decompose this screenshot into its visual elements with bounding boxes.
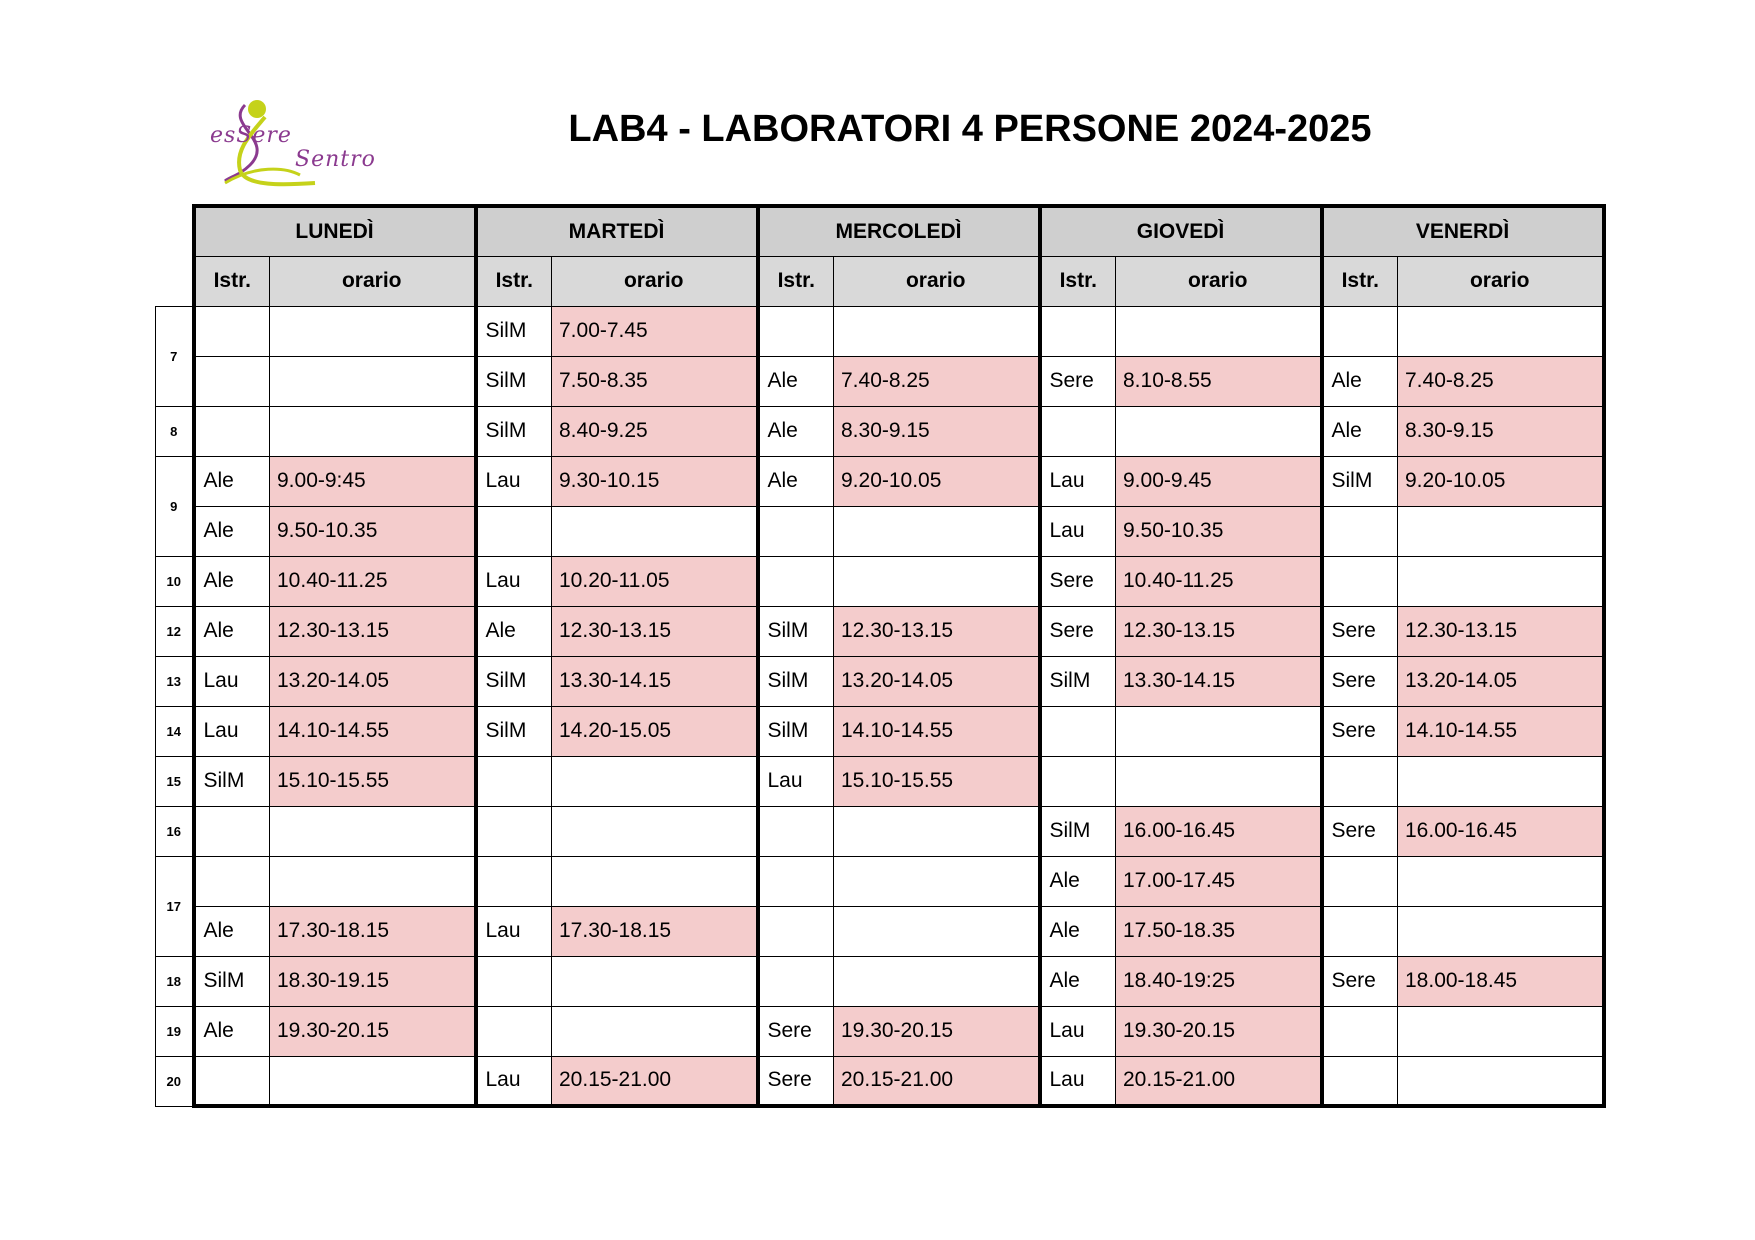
instructor-cell [1322,556,1398,606]
instructor-cell: Lau [1040,1056,1116,1106]
instructor-cell [1040,706,1116,756]
logo-text-top: esSere [210,123,292,148]
table-row [156,606,1604,656]
instructor-cell: Ale [758,356,834,406]
time-slot-cell: 8.40-9.25 [552,406,758,456]
time-slot-cell: 8.30-9.15 [834,406,1040,456]
instructor-cell: Ale [1040,856,1116,906]
time-slot-cell: 9.30-10.15 [552,456,758,506]
time-slot-cell: 18.00-18.45 [1398,956,1604,1006]
instructor-cell [758,306,834,356]
hour-label: 15 [156,756,194,806]
instructor-cell: Sere [1040,556,1116,606]
instructor-cell: Lau [194,656,270,706]
instructor-cell [1322,506,1398,556]
hour-label: 14 [156,706,194,756]
orario-header: orario [552,256,758,306]
time-slot-cell [270,406,476,456]
table-row [156,406,1604,456]
time-slot-cell: 13.20-14.05 [834,656,1040,706]
instructor-cell [1040,756,1116,806]
time-slot-cell: 20.15-21.00 [834,1056,1040,1106]
instructor-cell: SilM [476,656,552,706]
table-row [156,1056,1604,1106]
time-slot-cell: 17.50-18.35 [1116,906,1322,956]
time-slot-cell: 9.50-10.35 [1116,506,1322,556]
instructor-cell [194,856,270,906]
time-slot-cell [270,306,476,356]
time-slot-cell [270,1056,476,1106]
time-slot-cell [1398,506,1604,556]
instructor-cell: SilM [758,656,834,706]
time-slot-cell [1116,706,1322,756]
time-slot-cell: 12.30-13.15 [1116,606,1322,656]
hour-label: 17 [156,856,194,956]
table-row [156,806,1604,856]
instructor-cell: Sere [1040,606,1116,656]
instructor-cell: Ale [1040,956,1116,1006]
instructor-cell: Ale [1322,356,1398,406]
instructor-cell [194,406,270,456]
instructor-cell [194,356,270,406]
time-slot-cell: 12.30-13.15 [270,606,476,656]
istr-header: Istr. [476,256,552,306]
time-slot-cell [552,756,758,806]
instructor-cell: SilM [194,956,270,1006]
instructor-cell: Ale [194,606,270,656]
logo-text-bottom: Sentro [295,147,376,172]
time-slot-cell: 10.40-11.25 [270,556,476,606]
hour-label: 13 [156,656,194,706]
table-row [156,956,1604,1006]
instructor-cell: SilM [758,706,834,756]
instructor-cell [476,756,552,806]
instructor-cell [758,956,834,1006]
instructor-cell [1322,906,1398,956]
instructor-cell: Sere [1322,806,1398,856]
instructor-cell [476,506,552,556]
time-slot-cell [1116,306,1322,356]
time-slot-cell: 19.30-20.15 [834,1006,1040,1056]
hour-label: 7 [156,306,194,406]
instructor-cell [758,806,834,856]
instructor-cell [758,506,834,556]
table-row [156,506,1604,556]
instructor-cell: Ale [194,1006,270,1056]
instructor-cell: Ale [758,406,834,456]
istr-header: Istr. [1040,256,1116,306]
instructor-cell: Lau [476,556,552,606]
hour-label: 20 [156,1056,194,1106]
schedule-body [156,306,1604,1106]
time-slot-cell: 20.15-21.00 [1116,1056,1322,1106]
time-slot-cell: 16.00-16.45 [1116,806,1322,856]
instructor-cell: SilM [1040,656,1116,706]
istr-header: Istr. [194,256,270,306]
time-slot-cell [270,856,476,906]
time-slot-cell: 7.40-8.25 [834,356,1040,406]
time-slot-cell: 9.50-10.35 [270,506,476,556]
hour-label: 12 [156,606,194,656]
corner-cell [156,206,194,256]
time-slot-cell [834,906,1040,956]
time-slot-cell: 10.20-11.05 [552,556,758,606]
time-slot-cell [1116,756,1322,806]
instructor-cell: Sere [758,1056,834,1106]
page-title: LAB4 - LABORATORI 4 PERSONE 2024-2025 [568,108,1372,150]
day-header-lunedi: LUNEDÌ [194,206,476,256]
instructor-cell: Lau [1040,1006,1116,1056]
time-slot-cell: 15.10-15.55 [270,756,476,806]
time-slot-cell: 7.40-8.25 [1398,356,1604,406]
time-slot-cell: 7.00-7.45 [552,306,758,356]
time-slot-cell [270,806,476,856]
time-slot-cell: 8.30-9.15 [1398,406,1604,456]
time-slot-cell [270,356,476,406]
time-slot-cell [552,956,758,1006]
time-slot-cell: 10.40-11.25 [1116,556,1322,606]
time-slot-cell: 20.15-21.00 [552,1056,758,1106]
time-slot-cell: 9.20-10.05 [834,456,1040,506]
time-slot-cell [552,856,758,906]
time-slot-cell: 14.10-14.55 [834,706,1040,756]
orario-header: orario [1116,256,1322,306]
time-slot-cell [1398,556,1604,606]
table-row [156,856,1604,906]
time-slot-cell [834,306,1040,356]
time-slot-cell: 18.30-19.15 [270,956,476,1006]
time-slot-cell [1116,406,1322,456]
table-row [156,356,1604,406]
istr-header: Istr. [1322,256,1398,306]
instructor-cell: Lau [1040,506,1116,556]
instructor-cell: Lau [1040,456,1116,506]
table-row [156,656,1604,706]
table-row [156,556,1604,606]
columns-header-row [156,256,1604,306]
instructor-cell: Ale [194,556,270,606]
instructor-cell [758,906,834,956]
time-slot-cell [1398,906,1604,956]
table-row [156,456,1604,506]
instructor-cell: Ale [194,506,270,556]
instructor-cell [1322,306,1398,356]
instructor-cell: Sere [1322,606,1398,656]
instructor-cell: SilM [476,706,552,756]
hour-label: 18 [156,956,194,1006]
time-slot-cell: 12.30-13.15 [1398,606,1604,656]
instructor-cell: Lau [758,756,834,806]
table-row [156,306,1604,356]
time-slot-cell: 9.20-10.05 [1398,456,1604,506]
instructor-cell: Sere [1322,956,1398,1006]
day-header-martedi: MARTEDÌ [476,206,758,256]
time-slot-cell: 13.30-14.15 [552,656,758,706]
istr-header: Istr. [758,256,834,306]
time-slot-cell: 13.30-14.15 [1116,656,1322,706]
table-row [156,706,1604,756]
instructor-cell: Ale [1040,906,1116,956]
time-slot-cell [834,956,1040,1006]
time-slot-cell: 17.30-18.15 [552,906,758,956]
instructor-cell [476,1006,552,1056]
table-row [156,1006,1604,1056]
time-slot-cell: 8.10-8.55 [1116,356,1322,406]
instructor-cell: Ale [758,456,834,506]
instructor-cell: Sere [758,1006,834,1056]
instructor-cell [1322,856,1398,906]
instructor-cell: SilM [476,306,552,356]
instructor-cell: Lau [194,706,270,756]
orario-header: orario [1398,256,1604,306]
instructor-cell [1322,1006,1398,1056]
time-slot-cell [834,856,1040,906]
orario-header: orario [834,256,1040,306]
instructor-cell: SilM [758,606,834,656]
time-slot-cell [834,806,1040,856]
table-row [156,756,1604,806]
instructor-cell: Ale [194,906,270,956]
time-slot-cell: 14.20-15.05 [552,706,758,756]
instructor-cell [476,806,552,856]
time-slot-cell [552,1006,758,1056]
table-row [156,906,1604,956]
day-header-mercoledi: MERCOLEDÌ [758,206,1040,256]
instructor-cell: Lau [476,1056,552,1106]
instructor-cell [476,956,552,1006]
hour-label: 16 [156,806,194,856]
instructor-cell: Lau [476,456,552,506]
instructor-cell: SilM [476,356,552,406]
time-slot-cell [552,806,758,856]
corner-cell [156,256,194,306]
hour-label: 19 [156,1006,194,1056]
instructor-cell: Lau [476,906,552,956]
time-slot-cell [1398,856,1604,906]
instructor-cell: SilM [1040,806,1116,856]
time-slot-cell: 19.30-20.15 [1116,1006,1322,1056]
schedule-table [155,204,1606,1108]
hour-label: 8 [156,406,194,456]
instructor-cell [758,556,834,606]
time-slot-cell: 16.00-16.45 [1398,806,1604,856]
instructor-cell: Sere [1322,656,1398,706]
time-slot-cell: 14.10-14.55 [270,706,476,756]
orario-header: orario [270,256,476,306]
instructor-cell: Ale [1322,406,1398,456]
instructor-cell [1322,1056,1398,1106]
instructor-cell: SilM [194,756,270,806]
day-header-venerdi: VENERDÌ [1322,206,1604,256]
time-slot-cell: 17.30-18.15 [270,906,476,956]
instructor-cell: Sere [1322,706,1398,756]
time-slot-cell: 7.50-8.35 [552,356,758,406]
time-slot-cell: 12.30-13.15 [552,606,758,656]
instructor-cell: Ale [194,456,270,506]
instructor-cell [1040,406,1116,456]
time-slot-cell: 19.30-20.15 [270,1006,476,1056]
time-slot-cell: 17.00-17.45 [1116,856,1322,906]
time-slot-cell [1398,306,1604,356]
time-slot-cell [1398,756,1604,806]
instructor-cell [194,306,270,356]
instructor-cell [758,856,834,906]
time-slot-cell [1398,1056,1604,1106]
instructor-cell: Sere [1040,356,1116,406]
instructor-cell [1322,756,1398,806]
day-header-giovedi: GIOVEDÌ [1040,206,1322,256]
time-slot-cell: 18.40-19:25 [1116,956,1322,1006]
instructor-cell: SilM [476,406,552,456]
time-slot-cell: 12.30-13.15 [834,606,1040,656]
instructor-cell [1040,306,1116,356]
instructor-cell [476,856,552,906]
time-slot-cell: 13.20-14.05 [1398,656,1604,706]
instructor-cell: Ale [476,606,552,656]
instructor-cell: SilM [1322,456,1398,506]
time-slot-cell: 13.20-14.05 [270,656,476,706]
time-slot-cell: 9.00-9.45 [1116,456,1322,506]
instructor-cell [194,806,270,856]
time-slot-cell [834,506,1040,556]
days-header-row [156,206,1604,256]
hour-label: 9 [156,456,194,556]
time-slot-cell: 15.10-15.55 [834,756,1040,806]
time-slot-cell: 9.00-9:45 [270,456,476,506]
time-slot-cell: 14.10-14.55 [1398,706,1604,756]
instructor-cell [194,1056,270,1106]
time-slot-cell [1398,1006,1604,1056]
hour-label: 10 [156,556,194,606]
time-slot-cell [552,506,758,556]
time-slot-cell [834,556,1040,606]
